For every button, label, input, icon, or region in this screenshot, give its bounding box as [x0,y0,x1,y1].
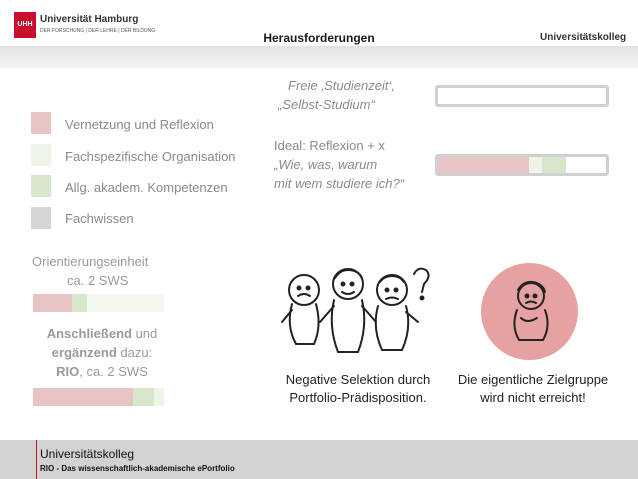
ideal-bar [435,154,609,176]
rio-rest3: , ca. 2 SWS [79,364,148,379]
university-tagline: DER FORSCHUNG | DER LEHRE | DER BILDUNG [40,28,156,34]
orientation-bar-segment-1 [72,294,86,312]
negative-selection-caption [276,371,440,407]
legend-label-fachspezifisch: Fachspezifische Organisation [65,149,236,164]
ideal-bar-segment-0 [438,157,529,173]
free-study-bar [435,85,609,107]
orientation-label [32,252,172,290]
orientation-line2: ca. 2 SWS [67,273,129,288]
legend-swatch-vernetzung [31,112,51,134]
legend-label-vernetzung: Vernetzung und Reflexion [65,117,214,132]
rio-bar [33,388,164,406]
legend-label-fachwissen: Fachwissen [65,211,134,226]
rio-line1 [32,324,172,343]
legend-label-kompetenzen: Allg. akadem. Kompetenzen [65,180,228,195]
target-group-caption [446,371,620,407]
ideal-line2: „Wie, was, warum [274,157,378,172]
free-study-line1: Freie ‚Studienzeit‘, [288,78,395,93]
university-name: Universität Hamburg [40,14,139,25]
negative-selection-line2: Portfolio-Prädisposition. [289,390,427,405]
brand-label: Universitätskolleg [540,32,627,43]
header-band [0,46,638,68]
slide-title: Herausforderungen [263,31,375,45]
legend-swatch-kompetenzen [31,175,51,197]
rio-line2 [32,343,172,362]
orientation-bar-segment-2 [87,294,164,312]
ideal-line3: mit wem studiere ich?“ [274,176,405,191]
ideal-bar-segment-3 [566,157,606,173]
student-group-illustration [278,266,438,358]
orientation-line1: Orientierungseinheit [32,254,149,269]
free-study-line2: „Selbst-Studium“ [278,97,375,112]
rio-rest1: und [131,326,158,341]
negative-selection-line1: Negative Selektion durch [285,372,431,387]
rio-bar-segment-0 [33,388,133,406]
ideal-bar-segment-1 [529,157,542,173]
rio-bold2: ergänzend [51,345,117,360]
footer-title: Universitätskolleg [40,447,135,461]
ideal-bar-segment-2 [542,157,566,173]
target-group-line2: wird nicht erreicht! [480,390,586,405]
target-group-line1: Die eigentliche Zielgruppe [457,372,609,387]
rio-bar-segment-2 [154,388,164,406]
rio-bar-segment-1 [133,388,154,406]
legend-swatch-fachspezifisch [31,144,51,166]
rio-line3 [32,362,172,381]
legend-swatch-fachwissen [31,207,51,229]
ideal-line1: Ideal: Reflexion + x [274,138,385,153]
uhh-logo-mark: UHH [14,12,36,38]
footer-subtitle: RIO - Das wissenschaftlich-akademische ePortfolio [40,464,235,473]
footer-accent-line [36,440,37,479]
orientation-bar [33,294,164,312]
rio-bold1: Anschließend [46,326,132,341]
person-icon [503,278,557,344]
orientation-bar-segment-0 [33,294,72,312]
rio-label [32,324,172,381]
rio-rest2: dazu: [116,345,153,360]
rio-bold3: RIO [56,364,80,379]
